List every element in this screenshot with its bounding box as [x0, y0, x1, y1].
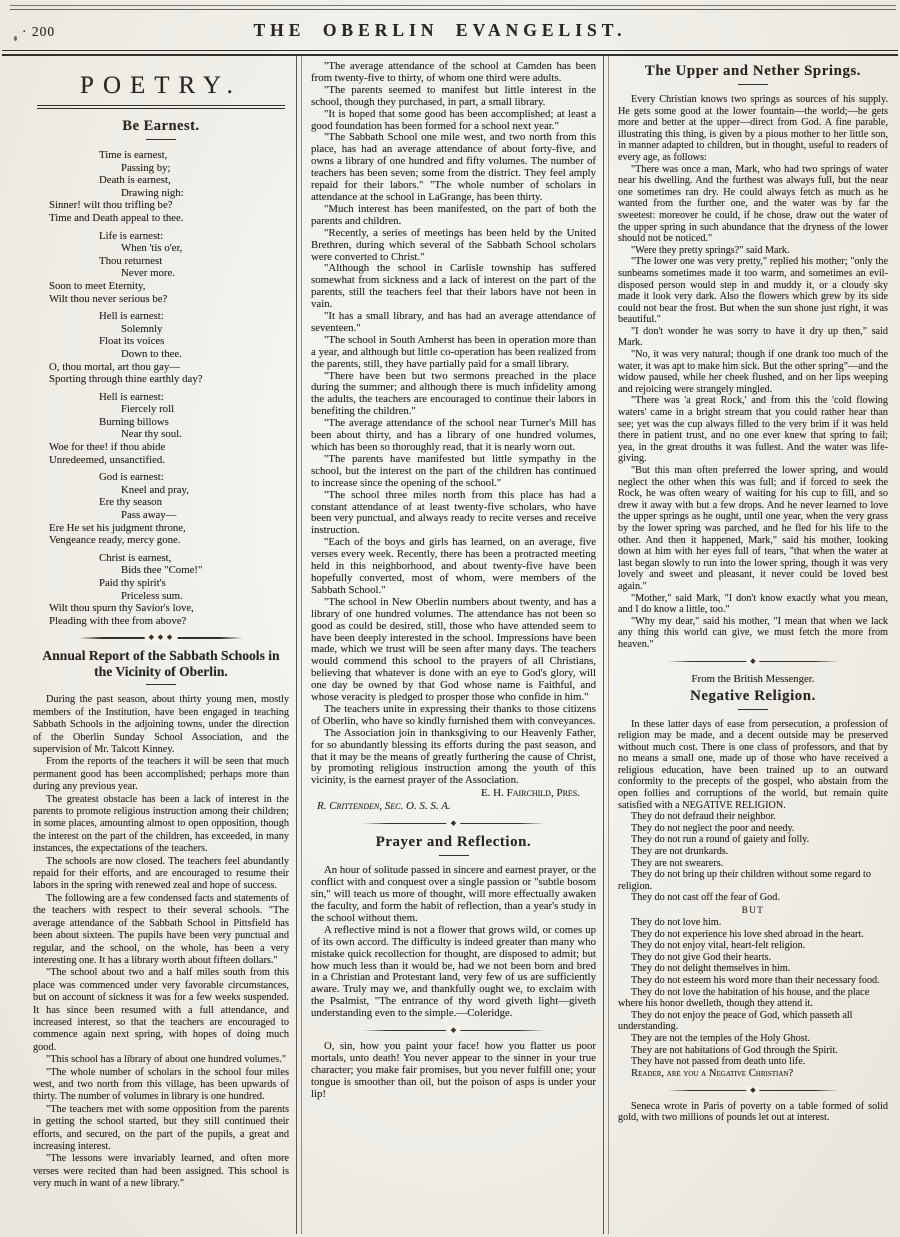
poem-stanza — [33, 310, 289, 386]
paragraph: "The average attendance of the school at Camden has been from twenty-five to thirty, of whom one third were adults. — [311, 60, 596, 84]
negative-religion-heading: Negative Religion. — [690, 687, 816, 704]
paragraph: The following are a few condensed facts and statements of the teachers with respect to their several schools. "The average attendance of the Sabbath School in Pittsfield has been about sixteen. The pupils have been very punctual and regular, and the school, on the whole, has been a very interesting one. It has a library worth about fifteen dollars." — [33, 892, 289, 966]
negative-religion-item: They do not enjoy vital, heart-felt religion. — [631, 940, 806, 952]
poem-line: Wilt thou spurn thy Savior's love, — [49, 602, 194, 615]
negative-religion-item: They do not enjoy the peace of God, which passeth all understanding. — [618, 1009, 853, 1033]
negative-religion-item: They are not the temples of the Holy Ghost. — [631, 1032, 811, 1044]
paragraph: "Although the school in Carlisle township has suffered somewhat from sickness and a lack of interest on the part of the parents, still the teachers feel that their labors have not been in vain. — [311, 262, 596, 311]
negative-religion-item: They do not delight themselves in him. — [631, 963, 791, 975]
poem-line: Time is earnest, — [99, 149, 168, 161]
paragraph: "Were they pretty springs?" said Mark. — [631, 244, 790, 256]
negative-religion-item: They have not passed from death unto life. — [631, 1056, 806, 1068]
section-divider-ornament — [667, 1085, 840, 1095]
poem-line: Paid thy spirit's — [99, 577, 166, 589]
poem-line: Passing by; — [121, 161, 171, 174]
paragraph: "Much interest has been manifested, on the part of both the parents and children. — [311, 202, 596, 227]
paragraph: "It is hoped that some good has been accomplished; at least a good foundation has been formed for a school next year." — [311, 107, 596, 132]
negative-religion-item: They do not love the habitation of his house, and the place where his honor dwelleth, though they attend it. — [618, 986, 870, 1010]
poem-line: Soon to meet Eternity, — [49, 279, 146, 292]
poetry-section-heading: POETRY. — [80, 72, 242, 99]
paragraph: "The lower one was very pretty," replied his mother; "only the sunbeams sometimes made it too warm, and sometimes an evil-disposed person would step in and muddy it, or a cloudy sky made it look very dark. Also the flowers which grew by its side could not bear the frost. But when the sun shone just right, it was beautiful." — [618, 256, 888, 326]
prayer-section-heading: Prayer and Reflection. — [375, 834, 532, 851]
paragraph: The greatest obstacle has been a lack of interest in the parents to promote religious instruction among their children; in some places, amounting almost to open opposition, though the interest on the part of the children, has exceeded, in many instances, the expectations of the teachers. — [33, 793, 289, 855]
left-column — [0, 56, 296, 1234]
report-paragraphs-left — [33, 694, 289, 1190]
poem-line: Down to thee. — [121, 347, 182, 360]
column-separator-rule — [603, 56, 609, 1234]
paragraph: "Each of the boys and girls has learned, on an average, five verses every week. Recently, there has been a protracted meeting held in this neighborhood, and about twenty-five have been hopefully converted, most of whom, were members of the Sabbath School." — [311, 536, 596, 596]
poem-line: Kneel and pray, — [121, 483, 189, 496]
newspaper-title: THE OBERLIN EVANGELIST. — [253, 20, 627, 40]
negative-religion-item: They do not defraud their neighbor. — [631, 811, 776, 823]
paragraph: An hour of solitude passed in sincere and earnest prayer, or the conflict with and conquest over a single passion or "subtle bosom sin," will teach us more of thought, will more effectually awaken the faculty, and form the habit of reflection, than a year's study in the school without them. — [311, 864, 596, 924]
middle-column — [302, 56, 603, 1234]
but-word: BUT — [741, 905, 765, 915]
poem — [33, 149, 289, 627]
springs-heading: The Upper and Nether Springs. — [644, 63, 862, 79]
paragraph: "The parents have manifested but little sympathy in the school, but the interest on the part of the children has continued to increase since the opening of the school." — [311, 452, 596, 489]
poem-line: Priceless sum. — [121, 589, 183, 602]
poem-stanza — [33, 149, 289, 225]
paragraph: "The school in New Oberlin numbers about twenty, and has a library of one hundred volumes. The attendance has not been so good as could be desired, still, those who have attended seem to have been deeply interested in the school. Impressions have been made, which we trust will be seen after many days. The teachers would commend this school to the prayers of all Christians, believing that whatever is done with an eye to God's glory, will one day be owned by that God whose name is Faithful, and whose veracity is pledged to prosper those who confide in him." — [311, 595, 596, 704]
poem-line: Christ is earnest, — [99, 551, 172, 564]
paragraph: "The school about two and a half miles south from this place was commenced under very favorable circumstances, but on account of sickness it was for a few weeks suspended. It has since been resumed with a full attendance, and increased interest, so that the teachers are encouraged to commence again next spring, with hopes of doing much good. — [33, 967, 289, 1053]
poem-line: Fiercely roll — [121, 403, 175, 416]
poem-line: Unredeemed, unsanctified. — [49, 453, 166, 466]
right-column — [609, 56, 900, 1234]
negative-religion-list-1 — [618, 811, 888, 904]
poem-line: Pass away— — [121, 509, 177, 522]
column-layout — [0, 56, 900, 1234]
poem-line: God is earnest: — [99, 471, 164, 484]
paragraph: "Mother," said Mark, "I don't know exactly what you mean, and I do know a little, too." — [618, 592, 888, 616]
poem-stanza — [33, 230, 289, 306]
paragraph: The teachers unite in expressing their thanks to those citizens of Oberlin, who have so kindly furnished them with conveyances. — [311, 702, 596, 727]
poem-line: Thou returnest — [99, 254, 163, 267]
paragraph: "The whole number of scholars in the school four miles west, and two north from this village, has been upwards of thirty. The number of volumes in library is one hundred. — [33, 1066, 289, 1103]
paragraph: "But this man often preferred the lower spring, and would neglect the other when this was full; and if forced to seek the Rock, he was often weary of waiting for his cup to fill, and so drew it away with but a few drops. And he never learned to love the upper springs as he ought, until one year, when the very grass by the lower spring was parched, and he fled for his life to the other. And then it happened, Mark," said his mother, looking down at him with her eyes full of tears, "that when the water at last began slowly to run into the lower spring, though it was very lovely and sweet and pleasant, it never could be loved best again." — [618, 465, 888, 592]
signature-president: E. H. Fairchild, Pres. — [480, 787, 580, 800]
poem-line: Death is earnest, — [99, 174, 171, 187]
negative-religion-item: They do not run a round of gaiety and folly. — [631, 834, 810, 846]
negative-religion-item: They do not esteem his word more than their necessary food. — [631, 974, 880, 986]
poem-line: Solemnly — [121, 322, 163, 335]
negative-religion-item: They do not experience his love shed abroad in the heart. — [631, 928, 864, 940]
negative-religion-item: They are not swearers. — [631, 857, 724, 869]
paragraph: "The Sabbath School one mile west, and two north from this place, has had an average attendance of about forty-five, and owns a library of one hundred and fifty volumes. The number of teachers has been seven; some from the district. They feel amply repaid for their labors." "The whole number of scholars in attendance at the school in LaGrange, has been thirty. — [311, 131, 596, 203]
poem-line: Float its voices — [99, 335, 165, 348]
report-heading-rule — [146, 684, 176, 685]
paragraph: "No, it was very natural; though if one drank too much of the water, it was apt to make him sick. But the other spring"—and the widow paused, while her cheek flushed, and on her lips weeping and rejoicing were strangely mingled. — [618, 349, 888, 395]
prayer-heading-rule — [439, 855, 469, 856]
negative-religion-item: They are not drunkards. — [631, 846, 729, 858]
reader-closing-line: Reader, are you a Negative Christian? — [631, 1067, 794, 1079]
poem-line: Hell is earnest: — [99, 390, 164, 403]
poem-line: Burning billows — [99, 415, 169, 428]
paragraph: "The parents seemed to manifest but little interest in the school, though they purchased, in part, a small library. — [311, 83, 596, 108]
section-divider-ornament — [362, 1025, 544, 1035]
negative-religion-item: They do not love him. — [631, 917, 722, 928]
paragraph: The Association join in thanksgiving to our Heavenly Father, for so abundantly blessing its efforts during the past season, and that it may be the means of greatly furthering the cause of Christ, by promoting religious instruction among the youth of this vicinity, is the earnest prayer of the Association. — [311, 726, 596, 787]
springs-paragraphs — [618, 94, 888, 651]
paragraph: The schools are now closed. The teachers feel abundantly repaid for their efforts, and are encouraged to resume their labors in the spring with renewed zeal and hope of success. — [33, 855, 289, 892]
section-divider-ornament — [362, 818, 544, 828]
paragraph: "There have been but two sermons preached in the place during the summer; and although there is much infidelity among the adults, the teachers are encouraged to continue their labors in benefiting the children." — [311, 369, 596, 418]
poem-title: Be Earnest. — [122, 118, 200, 134]
poem-line: Woe for thee! if thou abide — [49, 441, 166, 454]
article-source-line: From the British Messenger. — [691, 672, 815, 685]
poem-line: Hell is earnest: — [99, 310, 164, 323]
poem-line: Bids thee "Come!" — [121, 564, 203, 577]
negative-religion-intro: In these latter days of ease from persecution, a profession of religion may be made, and a decent outside may be preserved without much cost. There is one class of professors, and that by no means a small one, made up of those who have received a religious education, have been trained up to an outward conformity to the precepts of the gospel, who abstain from the open follies and corruptions of the world, but remain quite satisfied with a NEGATIVE RELIGION. — [618, 718, 888, 811]
seneca-paragraph: Seneca wrote in Paris of poverty on a table formed of solid gold, with two millions of pounds let out at interest. — [618, 1100, 888, 1124]
poem-stanza — [33, 391, 289, 467]
negative-religion-item: They do not give God their hearts. — [631, 951, 772, 963]
poem-line: O, thou mortal, art thou gay— — [49, 360, 181, 373]
paragraph: Every Christian knows two springs as sources of his supply. He gets some good at the lower fountain—the world;—he gets more and better at the upper—direct from God. A fine parable, illustrating this thing, is given by a pious mother to her little son, in manner adapted to children, but in thought, useful to readers of every age, as follows: — [618, 94, 888, 163]
poem-line: Sporting through thine earthly day? — [49, 373, 203, 386]
paragraph: "There was once a man, Mark, who had two springs of water near his dwelling. And the furthest was always full, but the near one sometimes ran dry. He could always fetch as much as he wanted from the further one, and the water was by far the sweetest: moreover he could, if he chose, draw out the water of the upper spring in such abundance that the dryness of the lower should not be noticed." — [618, 163, 888, 245]
negative-religion-item: They do not neglect the poor and needy. — [631, 822, 795, 834]
report-paragraphs-middle — [311, 61, 596, 787]
poem-stanza — [33, 552, 289, 628]
negative-religion-heading-rule — [738, 709, 768, 710]
section-divider-ornament — [79, 632, 243, 642]
paragraph: "The average attendance of the school near Turner's Mill has been about thirty, and has a library of one hundred volumes, which has been so thoroughly read, that it is nearly worn out. — [311, 417, 596, 453]
paragraph: "Why my dear," said his mother, "I mean that when we lack any thing this world can give, we must fetch the more from heaven." — [618, 615, 888, 650]
report-heading: Annual Report of the Sabbath Schools in the Vicinity of Oberlin. — [42, 648, 280, 680]
section-divider-ornament — [667, 656, 840, 666]
poem-line: Vengeance ready, mercy gone. — [49, 534, 181, 547]
column-separator-rule — [296, 56, 302, 1234]
poem-line: Sinner! wilt thou trifling be? — [49, 199, 173, 212]
poem-line: Never more. — [121, 267, 175, 280]
negative-religion-item: They do not bring up their children without some regard to religion. — [618, 869, 871, 892]
paragraph: "There was 'a great Rock,' and from this the 'cold flowing waters' came in a bright stream that you could rather hear than see; yet was the cup always filled to the very brim if it was held there in patient trust, and no one ever knew that spring to fail; yea, in the great drouths it was fullest. And the water was life-giving. — [618, 395, 888, 465]
poem-stanza — [33, 471, 289, 547]
paragraph: "This school has a library of about one hundred volumes." — [46, 1054, 287, 1066]
poem-line: Ere He set his judgment throne, — [49, 521, 186, 534]
paragraph: "The school in South Amherst has been in operation more than a year, and although but little co-operation has been realized from the parents, still, they have partially paid for a small library. — [311, 333, 596, 370]
signature-secretary: R. Crittenden, Sec. O. S. S. A. — [317, 800, 451, 813]
poem-line: Wilt thou never serious be? — [49, 292, 168, 305]
prayer-paragraphs — [311, 865, 596, 1020]
paragraph: "The lessons were invariably learned, and often more verses were recited than had been assigned. This school is very much in want of a new library." — [33, 1153, 289, 1190]
negative-religion-item: They are not habitations of God through the Spirit. — [631, 1044, 838, 1056]
paragraph: A reflective mind is not a flower that grows wild, or comes up of its own accord. The difficulty is indeed greater than many who mistake quick recollection for thought, are disposed to admit; but how much less than it would be, had we not been born and bred in a Christian and Protestant land, very few of us are sufficiently aware. Truly may we, and thankfully ought we, to exclaim with the Psalmist, "The entrance of thy word giveth light—giveth understanding even to the simple.—Coleridge. — [311, 923, 596, 1020]
poem-line: Ere thy season — [99, 496, 162, 509]
masthead — [0, 0, 900, 50]
poem-line: Near thy soul. — [121, 428, 182, 441]
poem-line: Pleading with thee from above? — [49, 614, 187, 627]
paragraph: "It has a small library, and has had an average attendance of seventeen." — [311, 310, 596, 334]
paragraph: "The teachers met with some opposition from the parents in getting the school started, but they still continued their efforts, and secured, on the part of the pupils, a great and increasing interest. — [33, 1103, 289, 1152]
poem-title-rule — [146, 139, 176, 140]
paragraph: "The school three miles north from this place has had a constant attendance of at least twenty-five scholars, who have been very punctual, and always ready to recite verses and receive instruction. — [311, 488, 596, 537]
paragraph: "Recently, a series of meetings has been held by the United Brethren, during which several of the Sabbath School scholars were converted to Christ." — [311, 226, 596, 263]
poem-line: Drawing nigh: — [121, 186, 184, 199]
paragraph: During the past season, about thirty young men, mostly members of the Institution, have been engaged in teaching Sabbath Schools in the adjoining towns, under the direction of the Oberlin Sunday School Association, and the supervision of Mr. Talcott Kinney. — [33, 694, 289, 755]
page-number: · 200 — [22, 24, 56, 39]
sin-paragraph: O, sin, how you paint your face! how you flatter us poor mortals, unto death! You never appear to the sinner in your true character; you make fair promises, but you never fulfill one; your tongue is smoother than oil, but the poison of asps is under your lip! — [311, 1040, 596, 1100]
poem-line: When 'tis o'er, — [121, 242, 183, 255]
poem-line: Time and Death appeal to thee. — [49, 211, 184, 224]
paragraph: "I don't wonder he was sorry to have it dry up then," said Mark. — [618, 325, 888, 349]
negative-religion-item: They do not cast off the fear of God. — [631, 892, 780, 904]
springs-heading-rule — [738, 84, 768, 85]
negative-religion-list-2 — [618, 917, 888, 1068]
poetry-heading-rule — [37, 105, 285, 109]
paragraph: From the reports of the teachers it will be seen that much permanent good has been accomplished; perhaps more than during any previous year. — [33, 756, 289, 793]
poem-line: Life is earnest: — [99, 229, 164, 242]
